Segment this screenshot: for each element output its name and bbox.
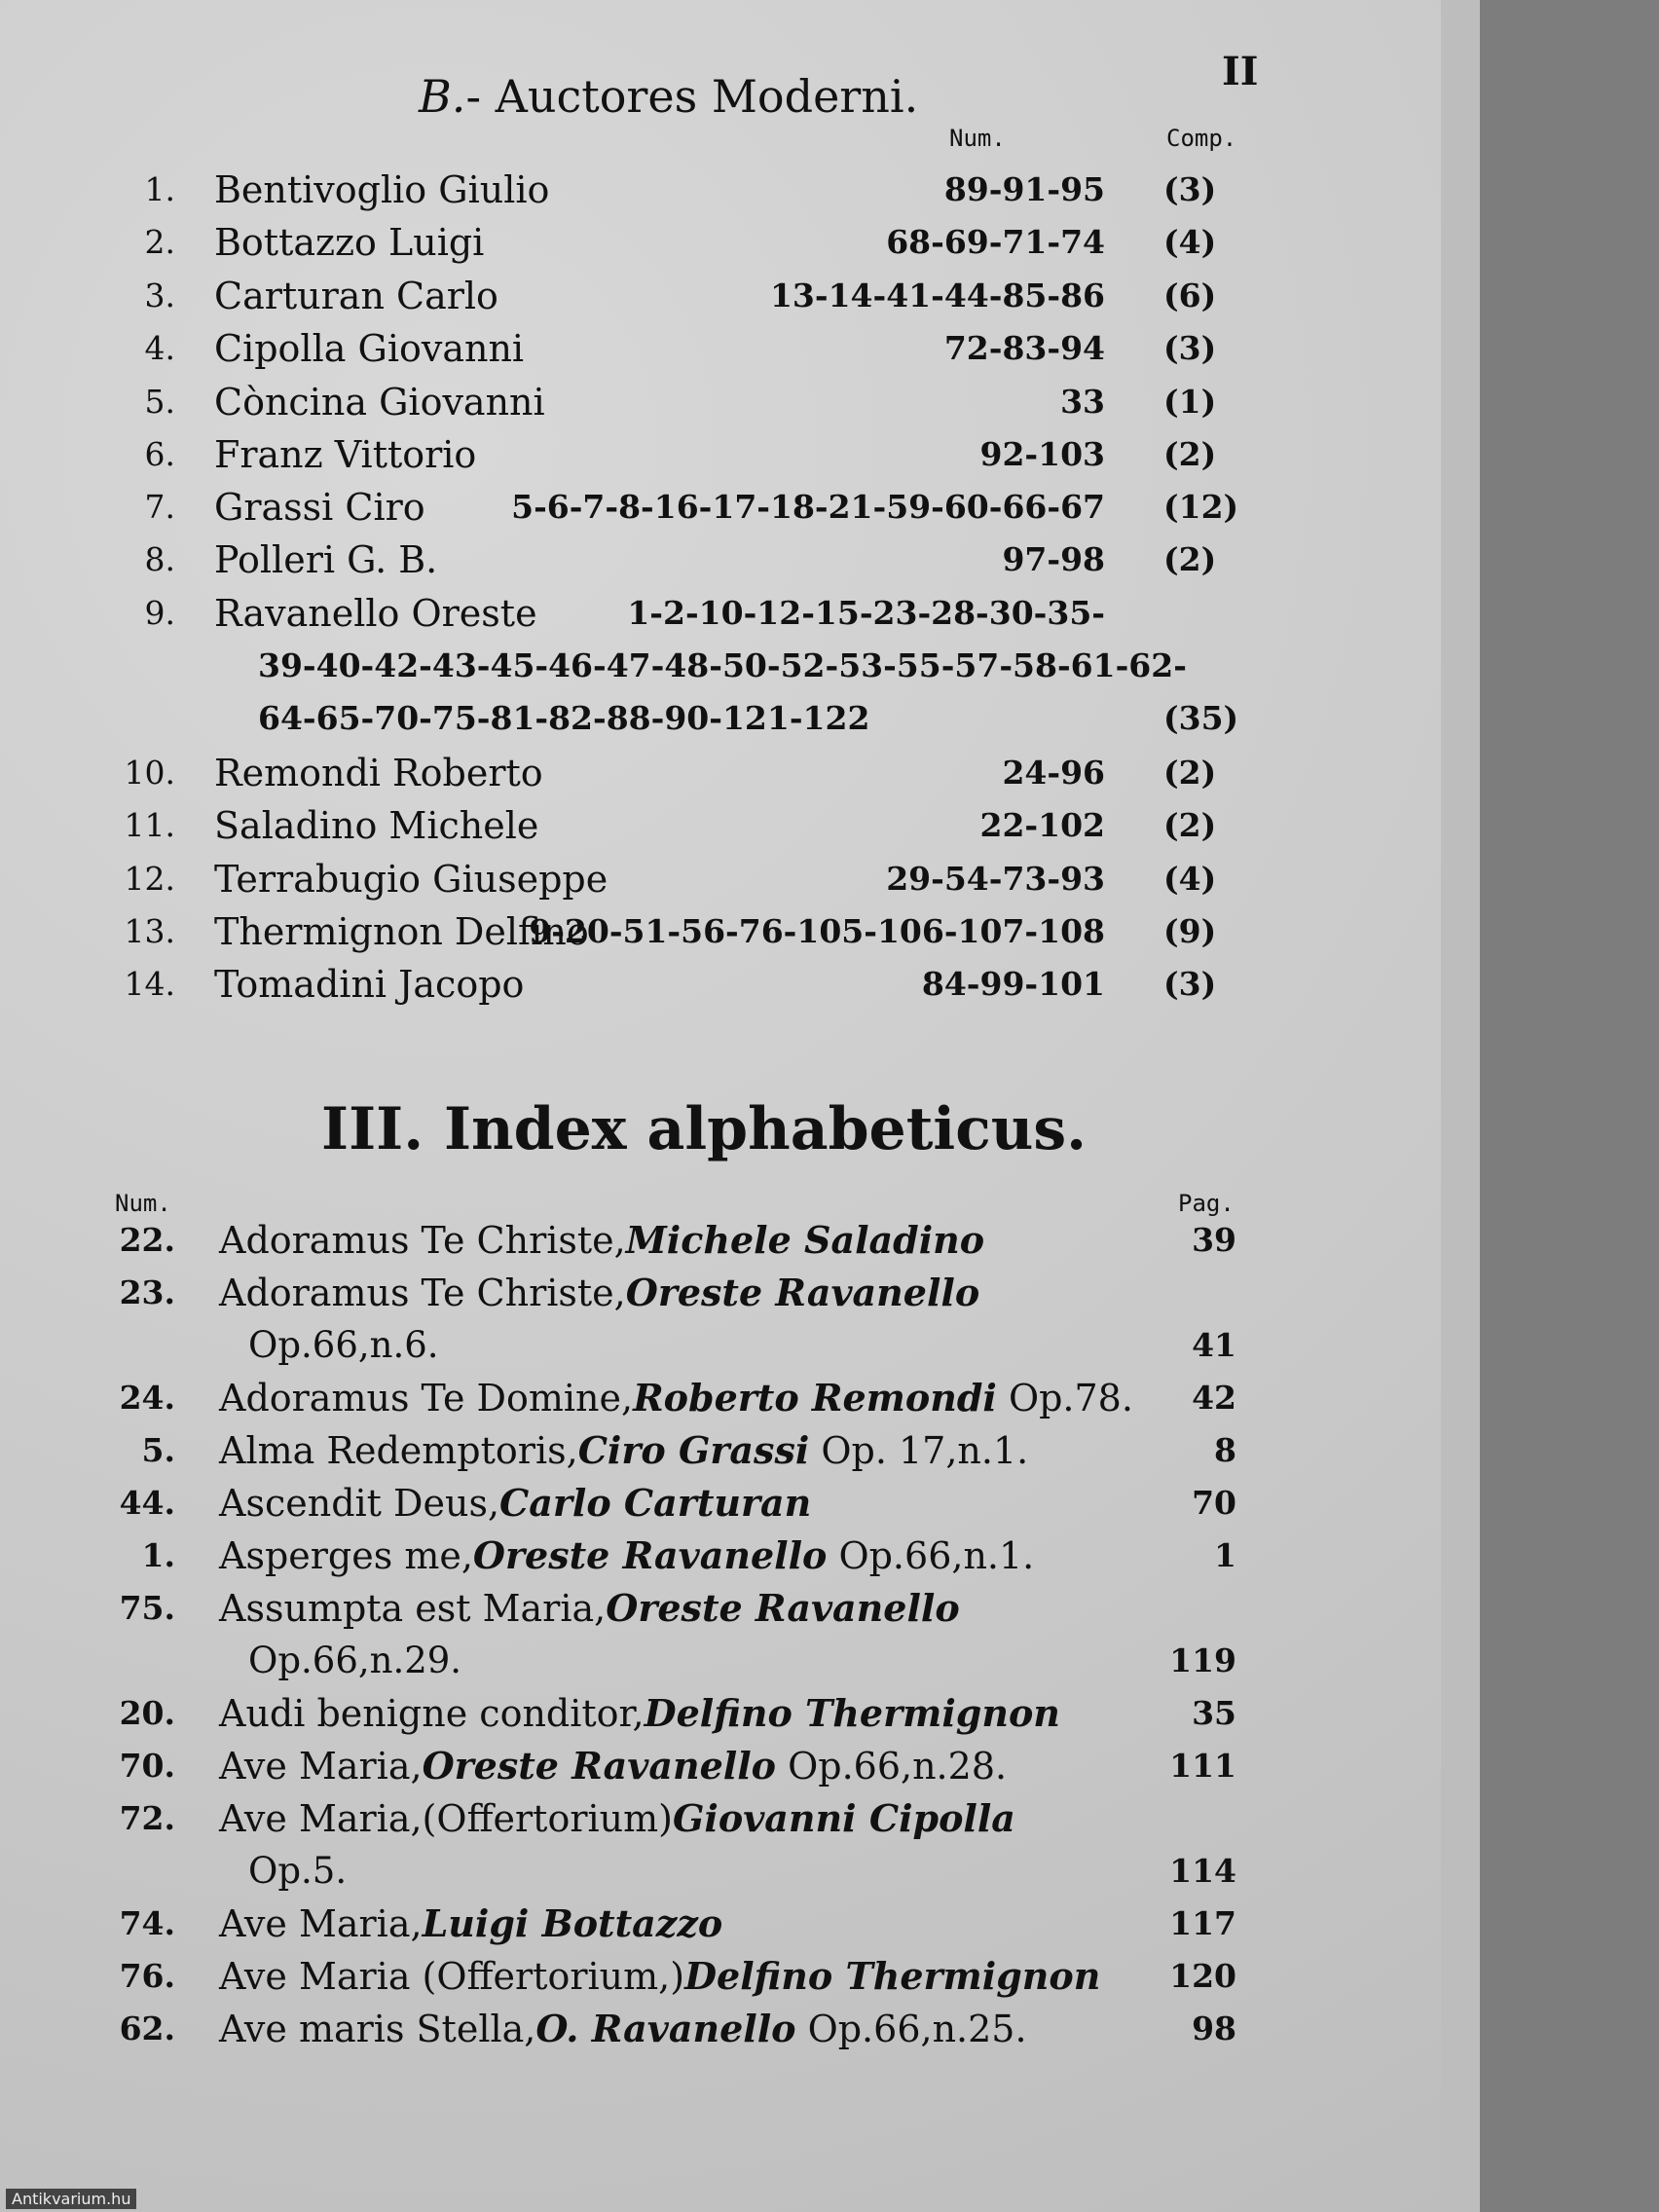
entry-title: Asperges me,: [219, 1534, 473, 1577]
composition-count: (2): [1163, 540, 1217, 578]
index-row: [107, 1427, 1236, 1474]
entry-opus: Op. 17,n.1.: [809, 1429, 1029, 1472]
index-column-head-num: Num.: [115, 1190, 171, 1217]
page-edge: [1441, 0, 1480, 2212]
composition-numbers: 29-54-73-93: [886, 860, 1105, 898]
author-row: [107, 432, 1236, 477]
author-name: Bottazzo Luigi: [214, 221, 485, 264]
entry-title: Adoramus Te Domine,: [219, 1377, 634, 1419]
entry-opus: Op.78.: [996, 1377, 1133, 1419]
author-name: Grassi Ciro: [214, 486, 425, 529]
index-number: 72.: [119, 1799, 175, 1837]
composition-count: (2): [1163, 754, 1217, 792]
page-number: II: [1222, 49, 1259, 94]
index-row: [107, 1900, 1236, 1947]
author-number: 2.: [144, 223, 175, 261]
author-number: 3.: [144, 276, 175, 314]
entry-opus-continued: Op.66,n.6.: [248, 1324, 439, 1366]
composition-numbers: 68-69-71-74: [886, 223, 1105, 261]
author-row: [107, 751, 1236, 795]
author-row: [107, 220, 1236, 265]
index-row: [107, 1217, 1236, 1264]
composition-numbers: 92-103: [979, 435, 1105, 473]
entry-opus-continued: Op.5.: [248, 1850, 348, 1892]
composition-numbers: 5-6-7-8-16-17-18-21-59-60-66-67: [511, 488, 1105, 526]
author-number: 10.: [124, 754, 175, 792]
index-entry: [219, 1427, 1028, 1474]
author-name: Saladino Michele: [214, 804, 539, 847]
composition-count: (9): [1163, 912, 1217, 950]
index-entry: [219, 1217, 984, 1264]
author-row: [107, 909, 1236, 954]
composition-count: (3): [1163, 965, 1217, 1003]
entry-title: Ave Maria,: [219, 1745, 423, 1788]
author-row: [107, 167, 1236, 212]
author-row-continued: [107, 696, 1239, 741]
book-binding-shadow: [1480, 0, 1659, 2212]
entry-author: Delfino Thermignon: [644, 1691, 1060, 1735]
entry-opus-continued: Op.66,n.29.: [248, 1640, 462, 1681]
index-number: 74.: [119, 1904, 175, 1942]
index-entry: [219, 1795, 1015, 1842]
entry-title: Adoramus Te Christe,: [219, 1219, 626, 1262]
composition-numbers: 84-99-101: [921, 965, 1105, 1003]
author-number: 14.: [124, 965, 175, 1003]
index-entry: [219, 1743, 1007, 1789]
index-row-continued: [107, 1638, 1236, 1684]
composition-numbers: 89-91-95: [943, 170, 1105, 208]
entry-page: 120: [1169, 1957, 1236, 1995]
entry-author: Giovanni Cipolla: [672, 1796, 1015, 1840]
section-b-title-text: - Auctores Moderni.: [465, 70, 919, 123]
author-row: [107, 485, 1239, 530]
entry-author: Oreste Ravanello: [422, 1744, 777, 1788]
composition-count: (4): [1163, 860, 1217, 898]
index-entry: [219, 1690, 1060, 1737]
entry-page: 119: [1169, 1641, 1236, 1679]
entry-author: Oreste Ravanello: [625, 1271, 980, 1314]
entry-title: Alma Redemptoris,: [219, 1429, 578, 1472]
composition-count: (4): [1163, 223, 1217, 261]
entry-author: Michele Saladino: [625, 1218, 985, 1262]
entry-author: Carlo Carturan: [499, 1481, 812, 1525]
entry-page: 35: [1192, 1694, 1236, 1732]
index-row: [107, 1270, 1236, 1316]
author-row: [107, 326, 1236, 371]
author-name: Ravanello Oreste: [214, 592, 537, 635]
index-number: 44.: [119, 1484, 175, 1522]
index-title: III. Index alphabeticus.: [321, 1095, 1088, 1163]
author-number: 7.: [144, 488, 175, 526]
entry-title: Ascendit Deus,: [219, 1482, 500, 1525]
section-b-title: [419, 70, 918, 123]
author-row: [107, 962, 1236, 1007]
index-number: 20.: [119, 1694, 175, 1732]
author-name: Thermignon Delfino: [214, 910, 589, 953]
entry-author: O. Ravanello: [535, 2007, 796, 2050]
index-number: 70.: [119, 1747, 175, 1785]
composition-count: (2): [1163, 806, 1217, 844]
entry-title: Adoramus Te Christe,: [219, 1272, 626, 1314]
section-b-letter: B.: [419, 70, 466, 123]
index-entry: [219, 1585, 960, 1632]
index-entry: [219, 1480, 811, 1527]
entry-page: 8: [1214, 1431, 1236, 1469]
index-number: 76.: [119, 1957, 175, 1995]
composition-numbers: 72-83-94: [943, 329, 1105, 367]
entry-title: Ave Maria,(Offertorium): [219, 1797, 673, 1840]
composition-count: (2): [1163, 435, 1217, 473]
author-number: 11.: [124, 806, 175, 844]
author-number: 1.: [144, 170, 175, 208]
author-row: [107, 591, 1236, 636]
index-number: 1.: [141, 1536, 175, 1574]
author-name: Tomadini Jacopo: [214, 963, 525, 1006]
index-number: 5.: [141, 1431, 175, 1469]
author-row: [107, 857, 1236, 902]
index-number: 24.: [119, 1379, 175, 1417]
author-number: 13.: [124, 912, 175, 950]
index-column-head-pag: Pag.: [1178, 1190, 1235, 1217]
composition-count: (1): [1163, 383, 1217, 421]
composition-count: (3): [1163, 170, 1217, 208]
author-row: [107, 537, 1236, 582]
index-row: [107, 1953, 1236, 2000]
entry-page: 98: [1192, 2009, 1236, 2047]
entry-page: 117: [1169, 1904, 1236, 1942]
author-number: 5.: [144, 383, 175, 421]
entry-opus: Op.66,n.1.: [827, 1534, 1035, 1577]
index-row: [107, 1585, 1236, 1632]
entry-page: 111: [1169, 1747, 1236, 1785]
composition-count: (6): [1163, 276, 1217, 314]
entry-opus: Op.66,n.28.: [776, 1745, 1008, 1788]
index-row: [107, 1532, 1236, 1579]
entry-opus: Op.66,n.25.: [795, 2008, 1027, 2050]
composition-numbers: 22-102: [979, 806, 1105, 844]
author-number: 6.: [144, 435, 175, 473]
index-number: 22.: [119, 1221, 175, 1259]
author-number: 8.: [144, 540, 175, 578]
index-entry: [219, 1900, 722, 1947]
composition-count: (3): [1163, 329, 1217, 367]
entry-title: Audi benigne conditor,: [219, 1692, 645, 1735]
author-name: Carturan Carlo: [214, 275, 498, 317]
index-row: [107, 1795, 1236, 1842]
index-row-continued: [107, 1322, 1236, 1369]
entry-author: Oreste Ravanello: [472, 1533, 828, 1577]
entry-author: Roberto Remondi: [633, 1376, 997, 1419]
index-number: 62.: [119, 2009, 175, 2047]
entry-page: 41: [1192, 1326, 1236, 1364]
composition-numbers: 97-98: [1002, 540, 1105, 578]
entry-title: Ave Maria,: [219, 1902, 423, 1945]
entry-title: Assumpta est Maria,: [219, 1587, 607, 1630]
author-name: Bentivoglio Giulio: [214, 168, 550, 211]
composition-numbers: 33: [1060, 383, 1105, 421]
index-number: 75.: [119, 1589, 175, 1627]
index-row: [107, 1690, 1236, 1737]
author-number: 4.: [144, 329, 175, 367]
entry-title: Ave Maria (Offertorium,): [219, 1955, 685, 1998]
composition-numbers: 1-2-10-12-15-23-28-30-35-: [627, 594, 1105, 632]
index-number: 23.: [119, 1273, 175, 1311]
entry-author: Luigi Bottazzo: [422, 1901, 723, 1945]
index-row-continued: [107, 1848, 1236, 1895]
author-name: Còncina Giovanni: [214, 381, 545, 424]
author-row: [107, 803, 1236, 848]
author-row: [107, 380, 1236, 424]
entry-author: Ciro Grassi: [577, 1428, 810, 1472]
index-entry: [219, 1270, 979, 1316]
column-head-comp: Comp.: [1166, 125, 1237, 152]
watermark: Antikvarium.hu: [6, 2189, 136, 2209]
entry-author: Delfino Thermignon: [684, 1954, 1101, 1998]
composition-count: (35): [1163, 699, 1239, 737]
entry-page: 70: [1192, 1484, 1236, 1522]
index-row: [107, 1375, 1236, 1421]
index-row: [107, 1480, 1236, 1527]
index-entry: [219, 1532, 1034, 1579]
author-row: [107, 274, 1236, 318]
composition-numbers-continued: 39-40-42-43-45-46-47-48-50-52-53-55-57-58-61-62-: [258, 646, 1187, 684]
column-head-num: Num.: [949, 125, 1006, 152]
index-entry: [219, 1375, 1133, 1421]
composition-numbers: 13-14-41-44-85-86: [769, 276, 1105, 314]
author-number: 12.: [124, 860, 175, 898]
entry-page: 1: [1214, 1536, 1236, 1574]
composition-count: (12): [1163, 488, 1239, 526]
entry-page: 42: [1192, 1379, 1236, 1417]
author-name: Terrabugio Giuseppe: [214, 858, 608, 901]
index-row: [107, 1743, 1236, 1789]
entry-page: 39: [1192, 1221, 1236, 1259]
author-name: Cipolla Giovanni: [214, 327, 525, 370]
entry-author: Oreste Ravanello: [606, 1586, 960, 1630]
index-entry: [219, 1953, 1100, 2000]
composition-numbers: 9-20-51-56-76-105-106-107-108: [529, 912, 1105, 950]
composition-numbers: 24-96: [1002, 754, 1105, 792]
author-name: Franz Vittorio: [214, 433, 477, 476]
author-number: 9.: [144, 594, 175, 632]
author-name: Remondi Roberto: [214, 752, 543, 794]
index-entry: [219, 2006, 1027, 2052]
author-name: Polleri G. B.: [214, 538, 438, 581]
entry-page: 114: [1169, 1852, 1236, 1890]
entry-title: Ave maris Stella,: [219, 2008, 536, 2050]
index-row: [107, 2006, 1236, 2052]
composition-numbers-continued: 64-65-70-75-81-82-88-90-121-122: [258, 699, 870, 737]
